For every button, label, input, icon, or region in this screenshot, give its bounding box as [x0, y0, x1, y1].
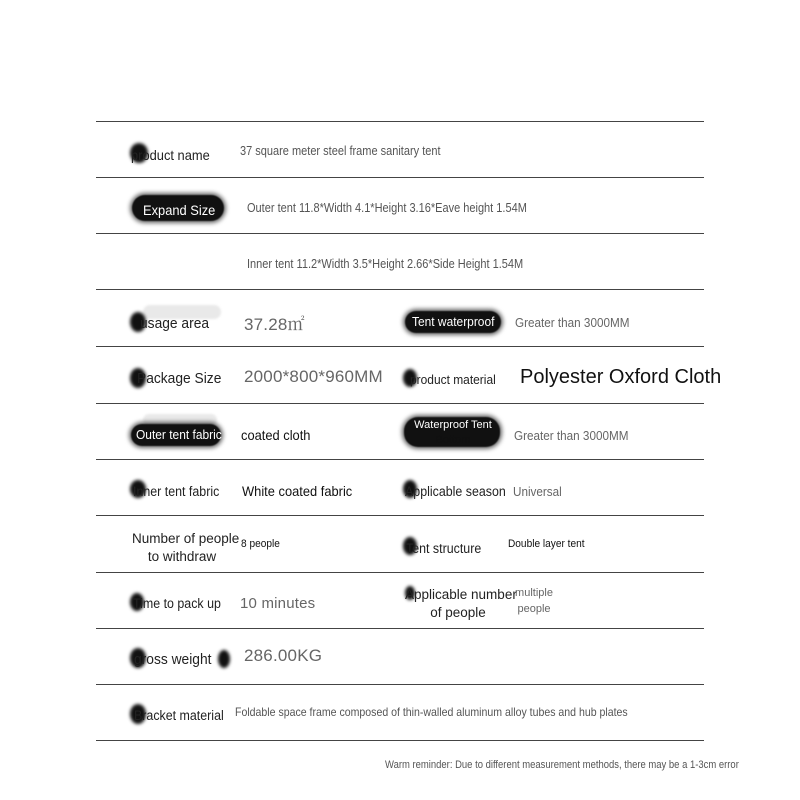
applicable-season-value: Universal — [513, 484, 562, 499]
product-material-label: product material — [410, 372, 496, 387]
divider — [96, 459, 704, 460]
usage-area-value: 37.28㎡ — [244, 315, 305, 334]
expand-size-label: Expand Size — [143, 202, 216, 218]
waterproof-tent-bottom-label: Waterproof Tent Bottom — [414, 419, 492, 446]
divider — [96, 740, 704, 741]
package-size-label: Package Size — [137, 370, 222, 387]
time-pack-up-label: Time to pack up — [133, 596, 221, 611]
people-withdraw-value: 8 people — [241, 538, 280, 550]
divider — [96, 684, 704, 685]
inner-tent-fabric-label: Inner tent fabric — [133, 484, 220, 499]
tent-waterproof-value: Greater than 3000MM — [515, 315, 630, 330]
divider — [96, 403, 704, 404]
tent-waterproof-label: Tent waterproof — [412, 314, 495, 329]
outer-tent-fabric-value: coated cloth — [241, 427, 311, 443]
expand-size-value: Outer tent 11.8*Width 4.1*Height 3.16*Eave height 1.54M — [247, 201, 527, 215]
bracket-material-value: Foldable space frame composed of thin-walled aluminum alloy tubes and hub plates — [235, 705, 628, 719]
usage-area-label: usage area — [140, 315, 210, 332]
label-smudge — [218, 650, 230, 668]
divider — [96, 346, 704, 347]
product-material-value: Polyester Oxford Cloth — [520, 366, 722, 388]
product-name-value: 37 square meter steel frame sanitary tent — [240, 144, 441, 158]
applicable-season-label: Applicable season — [405, 484, 506, 499]
divider — [96, 515, 704, 516]
time-pack-up-value: 10 minutes — [240, 595, 316, 612]
gross-weight-label: gross weight — [134, 651, 212, 668]
outer-tent-fabric-label: Outer tent fabric — [136, 427, 222, 442]
package-size-value: 2000*800*960MM — [244, 367, 383, 386]
divider — [96, 121, 704, 122]
divider — [96, 289, 704, 290]
measurement-note: Warm reminder: Due to different measurement methods, there may be a 1-3cm error — [385, 759, 739, 771]
expand-size-inner-value: Inner tent 11.2*Width 3.5*Height 2.66*Side Height 1.54M — [247, 257, 524, 271]
gross-weight-value: 286.00KG — [244, 646, 323, 665]
product-name-label: product name — [131, 147, 210, 163]
bracket-material-label: Bracket material — [134, 708, 224, 723]
applicable-number-label: Applicable number of people — [405, 587, 517, 620]
tent-structure-label: Tent structure — [406, 541, 482, 556]
divider — [96, 177, 704, 178]
applicable-number-value: multiple people — [515, 587, 553, 615]
divider — [96, 233, 704, 234]
people-withdraw-label: Number of people to withdraw — [132, 531, 240, 564]
tent-structure-value: Double layer tent — [508, 538, 585, 550]
inner-tent-fabric-value: White coated fabric — [242, 483, 353, 499]
waterproof-tent-bottom-value: Greater than 3000MM — [514, 428, 629, 443]
divider — [96, 628, 704, 629]
divider — [96, 572, 704, 573]
